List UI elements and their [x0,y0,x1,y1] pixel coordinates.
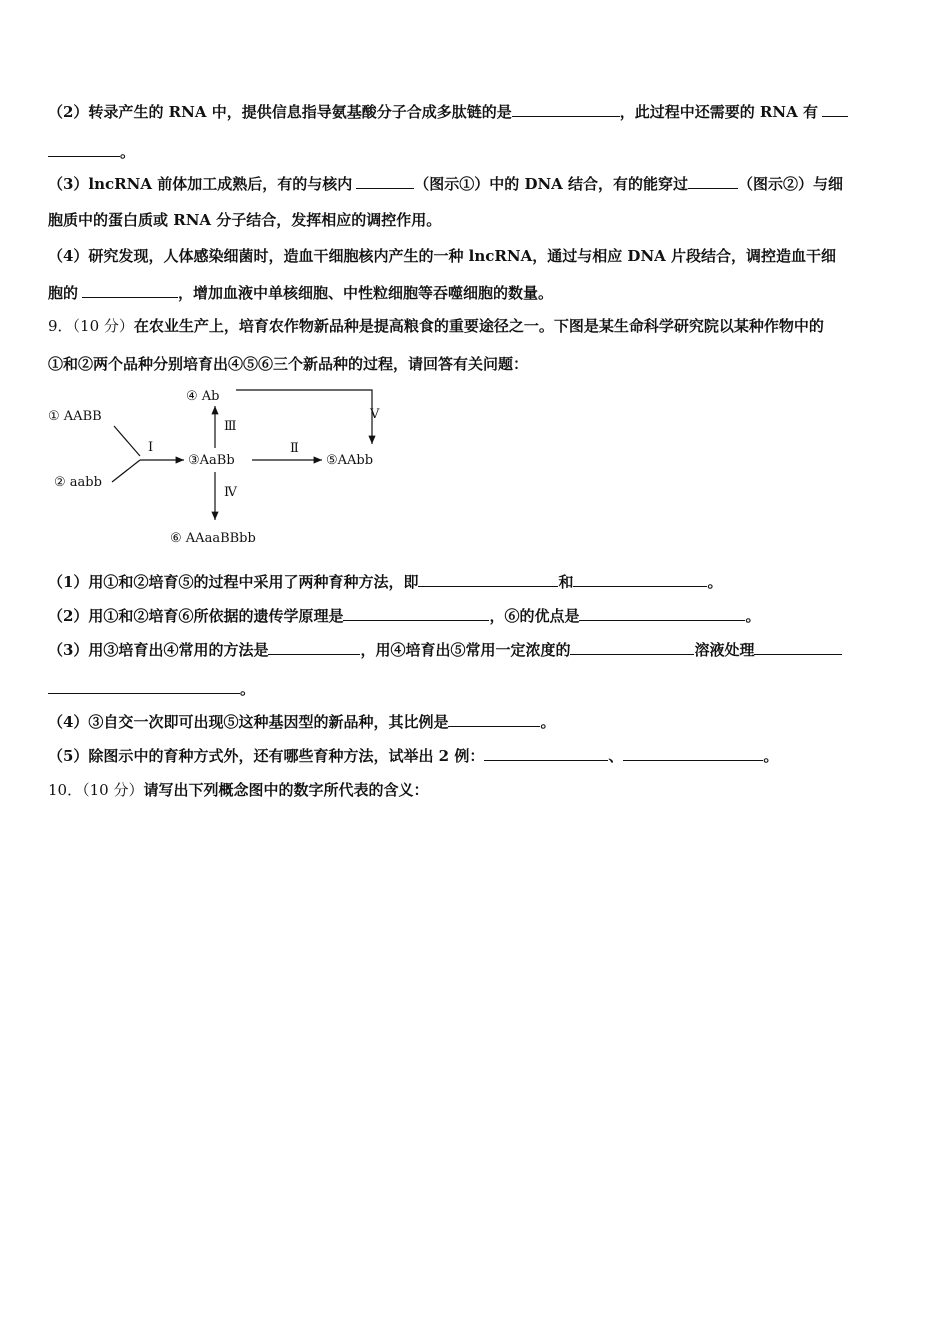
node-1-aabb-parent: ① AABB [48,409,102,424]
q9-part1-end: 。 [707,573,723,591]
q9-part3-line1 [48,640,842,660]
q9-part3-text-a: （3）用③培育出④常用的方法是 [48,641,269,659]
q8-part3-text-a: （3）lncRNA 前体加工成熟后，有的与核内 [48,175,353,193]
q8-part2-text-a: （2）转录产生的 RNA 中，提供信息指导氨基酸分子合成多肽链的是 [48,103,512,121]
q9-number: 9．（10 分） [48,317,134,335]
node-2-aabb-parent: ② aabb [54,475,102,490]
q9-part1-blank-2[interactable] [573,572,707,587]
node-3-aabb-hybrid: ③AaBb [188,453,235,468]
q8-part3-blank-2[interactable] [688,174,738,189]
node-6-aaaabbbb: ⑥ AAaaBBbb [170,531,256,546]
q9-part5 [48,746,778,766]
q8-part3-text-c: （图示②）与细 [738,175,844,193]
q9-intro-line2 [48,354,528,374]
cross-line-2 [112,460,140,482]
q9-part5-end: 。 [763,747,779,765]
q8-part4-text-b: 胞的 [48,284,79,302]
breeding-diagram [40,378,400,548]
q8-part2-blank-2[interactable] [822,102,848,117]
q9-part2-text-a: （2）用①和②培育⑥所依据的遗传学原理是 [48,607,344,625]
q9-intro-a: 在农业生产上，培育农作物新品种是提高粮食的重要途径之一。下图是某生命科学研究院以某种作物中的 [133,317,824,335]
q9-part2-text-b: ，⑥的优点是 [489,607,580,625]
q8-part4-blank[interactable] [82,283,178,298]
q9-part5-text-a: （5）除图示中的育种方式外，还有哪些育种方法，试举出 2 例： [48,747,485,765]
q9-part3-blank-1[interactable] [268,640,360,655]
q9-part2-end: 。 [745,607,761,625]
q8-part2-blank-1[interactable] [512,102,620,117]
q9-intro-b: ①和②两个品种分别培育出④⑤⑥三个新品种的过程，请回答有关问题： [48,355,529,373]
q8-part2-line2 [48,142,135,162]
step-2-label: Ⅱ [290,441,299,456]
cross-line-1 [114,426,140,456]
q9-part1-blank-1[interactable] [418,572,558,587]
q8-part4-text-a: （4）研究发现，人体感染细菌时，造血干细胞核内产生的一种 lncRNA，通过与相应 DNA 片段结合，调控造血干细 [48,247,837,265]
q9-part2-blank-2[interactable] [579,606,745,621]
q9-part5-sep: 、 [608,747,624,765]
q10-text: 请写出下列概念图中的数字所代表的含义： [143,781,429,799]
q10-intro [48,780,428,800]
node-5-aabb: ⑤AAbb [326,453,374,468]
q8-part3-line2 [48,210,441,230]
step-5-label: Ⅴ [370,407,380,422]
q9-part4 [48,712,555,732]
node-4-ab: ④ Ab [186,389,220,404]
q9-part3-blank-3-cont[interactable] [48,679,240,694]
q9-part3-text-b: ，用④培育出⑤常用一定浓度的 [360,641,571,659]
q8-part3-text-d: 胞质中的蛋白质或 RNA 分子结合，发挥相应的调控作用。 [48,211,442,229]
q8-part3-blank-1[interactable] [356,174,414,189]
q9-part4-text-a: （4）③自交一次即可出现⑤这种基因型的新品种，其比例是 [48,713,449,731]
q9-part2-blank-1[interactable] [343,606,489,621]
q8-part2-blank-2-cont[interactable] [48,142,120,157]
q9-part3-blank-2[interactable] [570,640,694,655]
arrow-step-5 [236,390,372,444]
step-4-label: Ⅳ [224,485,237,500]
step-1-label: Ⅰ [148,440,154,455]
q9-part2 [48,606,760,626]
q9-intro-line1 [48,316,824,336]
q8-part4-line2 [48,283,553,303]
q8-part3-line1 [48,174,843,194]
q9-part4-blank[interactable] [448,712,540,727]
q9-part3-line2 [48,679,255,699]
q8-part4-line1 [48,246,836,266]
step-3-label: Ⅲ [224,419,237,434]
q9-part3-end: 。 [240,680,256,698]
q9-part1-text-a: （1）用①和②培育⑤的过程中采用了两种育种方法，即 [48,573,419,591]
q9-part3-blank-3[interactable] [754,640,842,655]
q8-part2-line1 [48,102,848,122]
q9-part1-text-b: 和 [558,573,574,591]
q10-number: 10．（10 分） [48,781,144,799]
q8-part3-text-b: （图示①）中的 DNA 结合，有的能穿过 [414,175,689,193]
q8-part4-text-c: ，增加血液中单核细胞、中性粒细胞等吞噬细胞的数量。 [178,284,554,302]
q9-part5-blank-1[interactable] [484,746,608,761]
q9-part3-text-c: 溶液处理 [694,641,755,659]
q9-part4-end: 。 [540,713,556,731]
q9-part1 [48,572,722,592]
q8-part2-text-b: ，此过程中还需要的 RNA 有 [619,103,818,121]
q8-part2-end: 。 [120,143,136,161]
q9-part5-blank-2[interactable] [623,746,763,761]
